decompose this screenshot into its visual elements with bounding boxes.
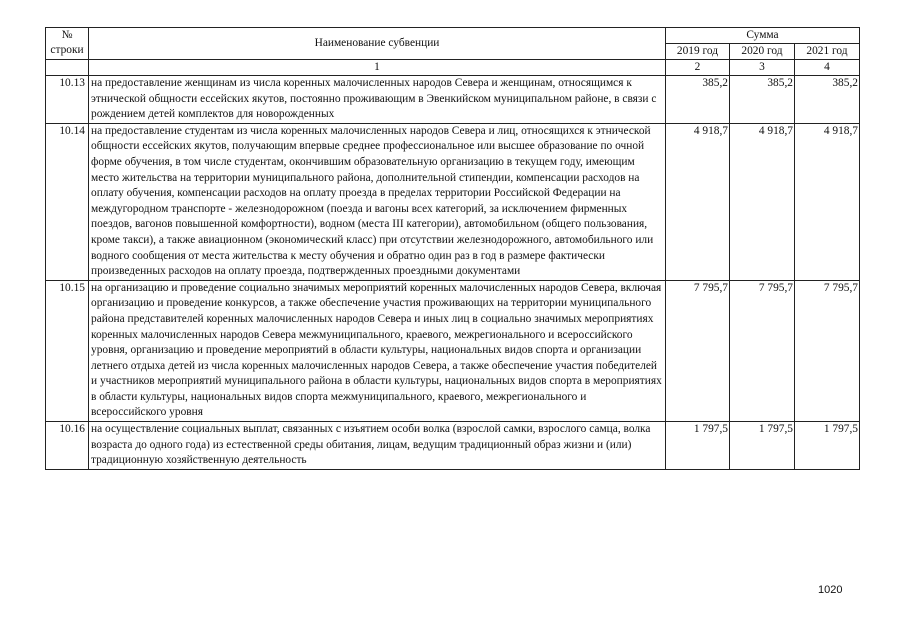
amount-2020: 385,2 — [730, 76, 795, 124]
table-row — [46, 76, 860, 124]
year-header-2019: 2019 год — [666, 44, 730, 60]
amount-2021: 1 797,5 — [795, 422, 860, 470]
row-number: 10.16 — [46, 422, 89, 470]
amount-2021: 7 795,7 — [795, 280, 860, 421]
sum-header: Сумма — [666, 28, 860, 44]
amount-2020: 7 795,7 — [730, 280, 795, 421]
name-header: Наименование субвенции — [89, 28, 666, 60]
year-header-2020: 2020 год — [730, 44, 795, 60]
amount-2019: 4 918,7 — [666, 123, 730, 280]
amount-2021: 4 918,7 — [795, 123, 860, 280]
row-number: 10.13 — [46, 76, 89, 124]
row-number-header-line2: строки — [50, 44, 84, 56]
column-number-4: 4 — [795, 60, 860, 76]
column-number-row — [46, 60, 860, 76]
subvention-name: на осуществление социальных выплат, связанных с изъятием особи волка (взрослой самки, взрослого самца, волка возраста до одного года) из естественной среды обитания, лицам, ведущим традиционный образ жизни и (или) традиционную хозяйственную деятельность — [89, 422, 666, 470]
column-number-blank — [46, 60, 89, 76]
table-row — [46, 280, 860, 421]
amount-2021: 385,2 — [795, 76, 860, 124]
row-number-header-line1: № — [61, 29, 73, 41]
table-row — [46, 422, 860, 470]
subvention-name: на предоставление студентам из числа коренных малочисленных народов Севера и лиц, относящихся к этнической общности ессейских якутов, получающим впервые среднее профессиональное или высшее образование по очной форме обучения, в том числе студентам, окончившим образовательную организацию в текущем году, имеющим место жительства на территории муниципального района, дополнительной стипендии, компенсации расходов на оплату обучения, компенсации расходов на оплату проезда в пределах территории Российской Федерации на междугородном транспорте - железнодорожном (поезда и вагоны всех категорий, за исключением фирменных поездов, вагонов повышенной комфортности), водном (места III категории), автомобильном (общего пользования, кроме такси), а также авиационном (экономический класс) при отсутствии железнодорожного, автомобильного или водного сообщения от места жительства к месту обучения и обратно один раз в год в размере фактически произведенных расходов на оплату проезда, подтвержденных проездными документами — [89, 123, 666, 280]
amount-2019: 7 795,7 — [666, 280, 730, 421]
table-row — [46, 123, 860, 280]
subvention-name: на организацию и проведение социально значимых мероприятий коренных малочисленных народов Севера, включая организацию и проведение конкурсов, а также обеспечение участия проживающих на территории муниципального района представителей коренных малочисленных народов Севера и иных лиц в социально значимых мероприятиях коренных малочисленных народов Севера межмуниципального, краевого, межрегионального и всероссийского уровня, организацию и проведение мероприятий в области культуры, национальных видов спорта и организации летнего отдыха детей из числа коренных малочисленных народов Севера, а также обеспечение участия победителей и участников мероприятий муниципального района в области культуры, национальных видов спорта в мероприятиях в области культуры, национальных видов спорта межмуниципального, краевого, межрегионального и всероссийского уровня — [89, 280, 666, 421]
column-number-1: 1 — [89, 60, 666, 76]
column-number-2: 2 — [666, 60, 730, 76]
subvention-name: на предоставление женщинам из числа коренных малочисленных народов Севера и женщинам, относящимся к этнической общности ессейских якутов, постоянно проживающим в Эвенкийском муниципальном районе, в связи с рождением детей комплектов для новорожденных — [89, 76, 666, 124]
amount-2020: 1 797,5 — [730, 422, 795, 470]
row-number: 10.15 — [46, 280, 89, 421]
year-header-2021: 2021 год — [795, 44, 860, 60]
row-number: 10.14 — [46, 123, 89, 280]
column-number-3: 3 — [730, 60, 795, 76]
amount-2019: 1 797,5 — [666, 422, 730, 470]
amount-2020: 4 918,7 — [730, 123, 795, 280]
page-number: 1020 — [818, 584, 843, 596]
subvention-table — [45, 27, 860, 470]
amount-2019: 385,2 — [666, 76, 730, 124]
row-number-header — [46, 28, 89, 60]
header-row-1 — [46, 28, 860, 44]
